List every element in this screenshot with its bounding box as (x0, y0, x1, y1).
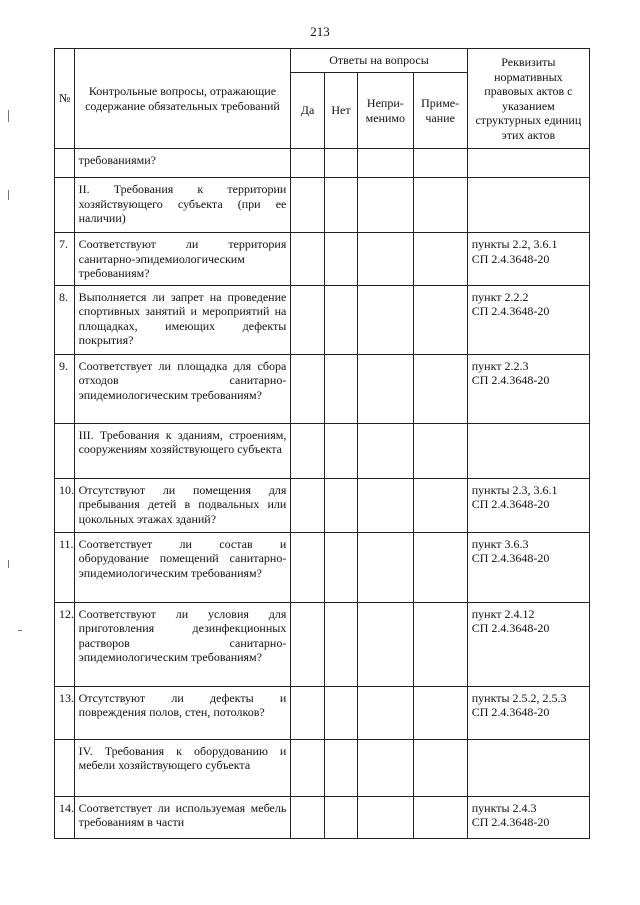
scan-artifact (18, 630, 22, 631)
header-num: № (55, 49, 75, 149)
section-row (55, 178, 590, 233)
answer-na-cell (358, 149, 413, 178)
answer-yes-cell (291, 739, 324, 796)
answer-yes-cell (291, 149, 324, 178)
answer-yes-cell (291, 532, 324, 602)
header-not-applicable: Непри- менимо (358, 73, 413, 149)
question-text: Соответствует ли используемая мебель требованиям в части (74, 796, 291, 838)
answer-yes-cell (291, 233, 324, 286)
section-title: II. Требования к территории хозяйствующего субъекта (при ее наличии) (74, 178, 291, 233)
answer-no-cell (324, 423, 357, 478)
note-cell (413, 233, 467, 286)
note-cell (413, 178, 467, 233)
answer-na-cell (358, 739, 413, 796)
answer-no-cell (324, 739, 357, 796)
question-text: Соответствуют ли условия для приготовления дезинфекционных растворов санитарно-эпидемиологическим требованиям? (74, 602, 291, 686)
row-number: 11. (55, 532, 75, 602)
header-no: Нет (324, 73, 357, 149)
answer-no-cell (324, 149, 357, 178)
requisites-text (467, 739, 589, 796)
note-cell (413, 602, 467, 686)
answer-no-cell (324, 285, 357, 354)
table-row (55, 285, 590, 354)
row-number: 12. (55, 602, 75, 686)
question-text: Выполняется ли запрет на проведение спортивных занятий и мероприятий на площадках, имеющих дефекты покрытия? (74, 285, 291, 354)
requisites-text: пункт 3.6.3 СП 2.4.3648-20 (467, 532, 589, 602)
answer-na-cell (358, 686, 413, 739)
question-text: Соответствует ли состав и оборудование помещений санитарно-эпидемиологическим требованиям? (74, 532, 291, 602)
answer-na-cell (358, 423, 413, 478)
section-title: III. Требования к зданиям, строениям, сооружениям хозяйствующего субъекта (74, 423, 291, 478)
answer-na-cell (358, 354, 413, 423)
scan-artifact (8, 190, 9, 200)
section-title: IV. Требования к оборудованию и мебели хозяйствующего субъекта (74, 739, 291, 796)
note-cell (413, 686, 467, 739)
answer-no-cell (324, 532, 357, 602)
answer-no-cell (324, 686, 357, 739)
note-cell (413, 423, 467, 478)
table-row (55, 686, 590, 739)
answer-yes-cell (291, 602, 324, 686)
scan-artifact (8, 110, 9, 122)
requisites-text: пункт 2.4.12 СП 2.4.3648-20 (467, 602, 589, 686)
answer-na-cell (358, 285, 413, 354)
scan-artifact (8, 560, 9, 568)
answer-yes-cell (291, 354, 324, 423)
table-header (55, 49, 590, 149)
answer-no-cell (324, 178, 357, 233)
answer-yes-cell (291, 796, 324, 838)
section-row (55, 423, 590, 478)
answer-no-cell (324, 796, 357, 838)
answer-na-cell (358, 796, 413, 838)
answer-na-cell (358, 178, 413, 233)
answer-no-cell (324, 478, 357, 532)
row-number: 10. (55, 478, 75, 532)
requisites-text (467, 423, 589, 478)
note-cell (413, 739, 467, 796)
row-number: 7. (55, 233, 75, 286)
answer-no-cell (324, 602, 357, 686)
row-number-cell (55, 178, 75, 233)
row-number-cell (55, 423, 75, 478)
page-number: 213 (310, 24, 330, 39)
table-row (55, 796, 590, 838)
question-text: Соответствуют ли территория санитарно-эпидемиологическим требованиям? (74, 233, 291, 286)
requisites-text (467, 178, 589, 233)
table-row (55, 478, 590, 532)
answer-no-cell (324, 233, 357, 286)
header-question: Контрольные вопросы, отражающие содержание обязательных требований (74, 49, 291, 149)
note-cell (413, 149, 467, 178)
requisites-text: пункт 2.2.2 СП 2.4.3648-20 (467, 285, 589, 354)
checklist-table (54, 48, 590, 839)
requisites-text: пункты 2.3, 3.6.1 СП 2.4.3648-20 (467, 478, 589, 532)
answer-yes-cell (291, 478, 324, 532)
row-number (55, 149, 75, 178)
table-body (55, 149, 590, 839)
answer-na-cell (358, 602, 413, 686)
table-row (55, 602, 590, 686)
note-cell (413, 478, 467, 532)
header-requisites: Реквизиты нормативных правовых актов с указанием структурных единиц этих актов (467, 49, 589, 149)
question-text: Отсутствуют ли помещения для пребывания детей в подвальных или цокольных этажах зданий? (74, 478, 291, 532)
question-text: Соответствует ли площадка для сбора отходов санитарно-эпидемиологическим требованиям? (74, 354, 291, 423)
row-number: 14. (55, 796, 75, 838)
answer-yes-cell (291, 178, 324, 233)
question-text: Отсутствуют ли дефекты и повреждения полов, стен, потолков? (74, 686, 291, 739)
answer-na-cell (358, 532, 413, 602)
table-row (55, 233, 590, 286)
table-row (55, 354, 590, 423)
answer-yes-cell (291, 423, 324, 478)
requisites-text: пункты 2.4.3 СП 2.4.3648-20 (467, 796, 589, 838)
requisites-text: пункты 2.5.2, 2.5.3 СП 2.4.3648-20 (467, 686, 589, 739)
row-number: 13. (55, 686, 75, 739)
question-text: требованиями? (74, 149, 291, 178)
header-answers-group: Ответы на вопросы (291, 49, 467, 73)
note-cell (413, 796, 467, 838)
answer-na-cell (358, 233, 413, 286)
answer-no-cell (324, 354, 357, 423)
row-number: 9. (55, 354, 75, 423)
answer-na-cell (358, 478, 413, 532)
note-cell (413, 532, 467, 602)
requisites-text (467, 149, 589, 178)
requisites-text: пункты 2.2, 3.6.1 СП 2.4.3648-20 (467, 233, 589, 286)
section-row (55, 739, 590, 796)
table-row (55, 532, 590, 602)
requisites-text: пункт 2.2.3 СП 2.4.3648-20 (467, 354, 589, 423)
row-number: 8. (55, 285, 75, 354)
header-yes: Да (291, 73, 324, 149)
answer-yes-cell (291, 686, 324, 739)
table-row (55, 149, 590, 178)
note-cell (413, 285, 467, 354)
header-note: Приме- чание (413, 73, 467, 149)
answer-yes-cell (291, 285, 324, 354)
row-number-cell (55, 739, 75, 796)
note-cell (413, 354, 467, 423)
